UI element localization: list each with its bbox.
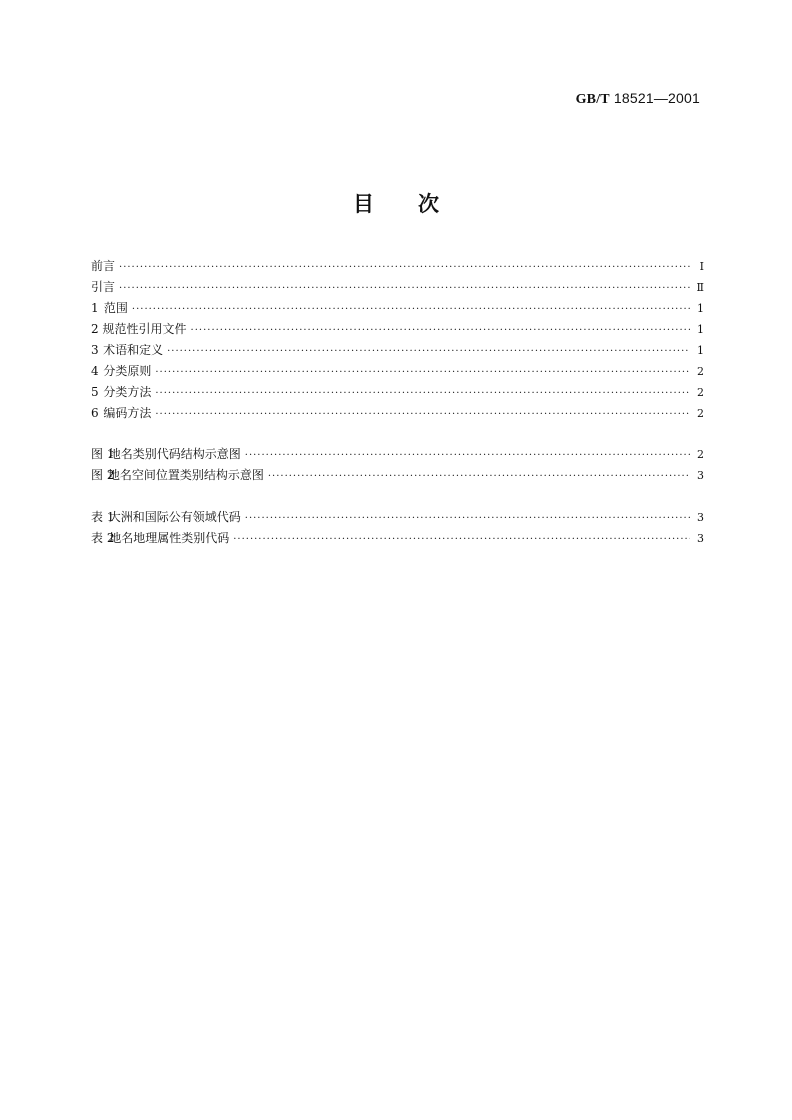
toc-entry-number: 表 2 bbox=[91, 531, 115, 545]
toc-entry-number: 表 1 bbox=[91, 510, 115, 524]
toc-entry-label: 分类方法 bbox=[103, 385, 152, 399]
toc-leader-dots bbox=[268, 466, 690, 487]
toc-entry-label: 地名类别代码结构示意图 bbox=[108, 447, 241, 461]
toc-entry-page: 1 bbox=[697, 344, 704, 357]
toc-sections bbox=[91, 256, 704, 424]
toc-entry-page: 2 bbox=[697, 448, 704, 461]
toc-table-row[interactable] bbox=[91, 507, 704, 528]
toc-entry-number: 4 bbox=[91, 364, 99, 378]
toc-leader-dots bbox=[155, 362, 690, 383]
standard-prefix: GB/T bbox=[575, 92, 610, 107]
toc-leader-dots bbox=[245, 445, 690, 466]
toc-leader-dots bbox=[155, 404, 690, 425]
toc-section-row[interactable] bbox=[91, 361, 704, 382]
toc-leader-dots bbox=[119, 278, 690, 299]
toc-section-row[interactable] bbox=[91, 403, 704, 424]
toc-figure-row[interactable] bbox=[91, 465, 704, 486]
toc-leader-dots bbox=[245, 508, 690, 529]
toc-figure-row[interactable] bbox=[91, 444, 704, 465]
standard-number: 18521—2001 bbox=[613, 90, 700, 106]
page-title bbox=[0, 188, 792, 218]
toc-leader-dots bbox=[119, 257, 690, 278]
toc-entry-page: 2 bbox=[697, 365, 704, 378]
toc-entry-label: 分类原则 bbox=[103, 364, 152, 378]
toc-section-row[interactable] bbox=[91, 277, 704, 298]
toc-entry-page: Ⅱ bbox=[696, 281, 704, 294]
toc-entry-label: 大洲和国际公有领域代码 bbox=[108, 510, 241, 524]
toc-entry-page: 3 bbox=[697, 469, 704, 482]
toc-leader-dots bbox=[167, 341, 690, 362]
toc-section-row[interactable] bbox=[91, 319, 704, 340]
toc-entry-page: 1 bbox=[697, 302, 704, 315]
standard-code bbox=[576, 90, 700, 108]
toc-entry-number: 6 bbox=[91, 406, 99, 420]
toc-entry-number: 图 2 bbox=[91, 468, 115, 482]
toc-entry-label: 地名地理属性类别代码 bbox=[109, 531, 230, 545]
toc-section-row[interactable] bbox=[91, 340, 704, 361]
toc-entry-number: 图 1 bbox=[91, 447, 115, 461]
toc-entry-label: 规范性引用文件 bbox=[102, 322, 187, 336]
toc-entry-label: 前言 bbox=[91, 259, 116, 273]
toc-tables bbox=[91, 507, 704, 549]
toc-table-row[interactable] bbox=[91, 528, 704, 549]
toc-entry-page: 2 bbox=[697, 386, 704, 399]
toc-leader-dots bbox=[155, 383, 690, 404]
toc-entry-number: 1 bbox=[91, 301, 99, 315]
toc-entry-page: Ⅰ bbox=[699, 260, 704, 273]
title-char-right: 次 bbox=[418, 192, 439, 216]
toc-entry-page: 2 bbox=[697, 407, 704, 420]
toc-leader-dots bbox=[132, 299, 690, 320]
toc-section-row[interactable] bbox=[91, 256, 704, 277]
toc-entry-label: 引言 bbox=[91, 280, 116, 294]
title-char-left: 目 bbox=[353, 192, 374, 216]
toc-figures bbox=[91, 444, 704, 486]
toc-entry-label: 地名空间位置类别结构示意图 bbox=[107, 468, 264, 482]
toc-entry-page: 1 bbox=[697, 323, 704, 336]
toc-entry-label: 术语和定义 bbox=[103, 343, 164, 357]
toc-entry-page: 3 bbox=[697, 511, 704, 524]
toc-entry-number: 5 bbox=[91, 385, 99, 399]
toc-section-row[interactable] bbox=[91, 298, 704, 319]
toc-leader-dots bbox=[233, 529, 690, 550]
toc-entry-number: 3 bbox=[91, 343, 99, 357]
toc-section-row[interactable] bbox=[91, 382, 704, 403]
toc-leader-dots bbox=[191, 320, 690, 341]
toc-entry-label: 范围 bbox=[103, 301, 128, 315]
toc-entry-number: 2 bbox=[91, 322, 99, 336]
toc-entry-page: 3 bbox=[697, 532, 704, 545]
toc-entry-label: 编码方法 bbox=[103, 406, 152, 420]
